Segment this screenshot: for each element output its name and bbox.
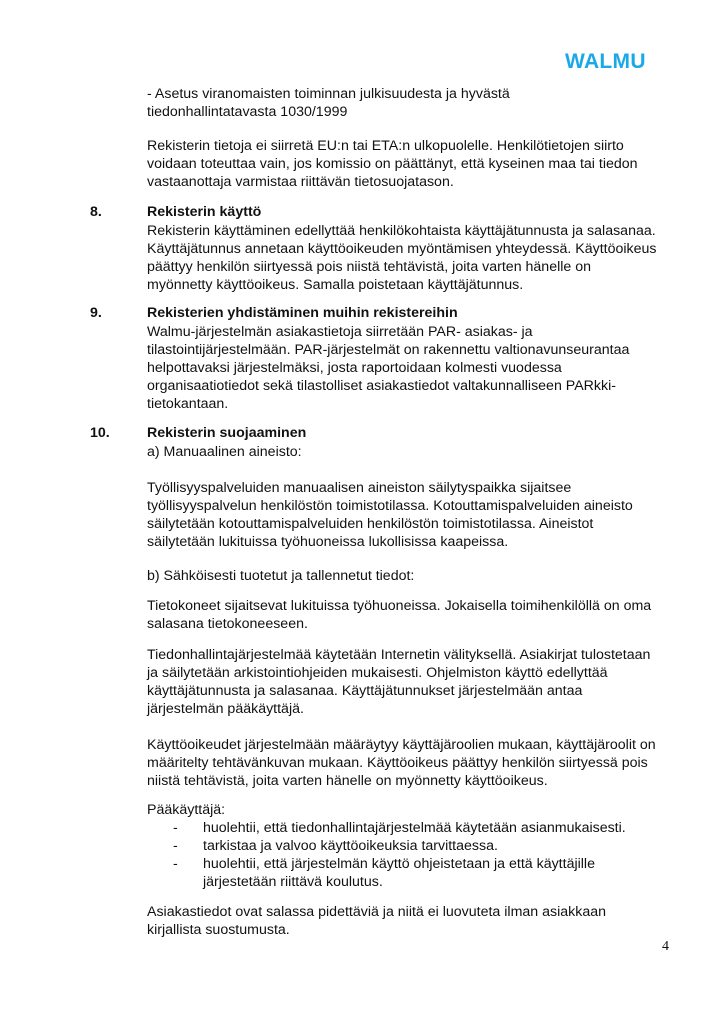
- text-line: kirjallista suostumusta.: [147, 922, 290, 938]
- confidentiality-paragraph: [147, 903, 687, 939]
- bullet-text: järjestetään riittävä koulutus.: [203, 874, 383, 890]
- text-line: Tietokoneet sijaitsevat lukituissa työhuoneissa. Jokaisella toimihenkilöllä on oma: [147, 598, 652, 614]
- text-line: salasana tietokoneeseen.: [147, 616, 308, 632]
- bullet-dash: -: [173, 820, 178, 836]
- walmu-logo: WALMU: [565, 50, 646, 73]
- data-transfer-paragraph: [147, 137, 687, 191]
- bullet-item-continuation: [147, 873, 687, 891]
- text-line: järjestelmän pääkäyttäjä.: [147, 701, 304, 717]
- section-9-title: Rekisterien yhdistäminen muihin rekistereihin: [147, 305, 458, 321]
- text-line: a) Manuaalinen aineisto:: [147, 444, 302, 460]
- law-reference-item: [147, 85, 687, 121]
- text-line: tietokantaan.: [147, 396, 229, 412]
- section-9-paragraph: [147, 323, 687, 413]
- text-line: työllisyyspalvelun henkilöstön toimistotilassa. Kotouttamispalveluiden aineisto: [147, 498, 633, 514]
- access-rights-paragraph: [147, 736, 687, 790]
- bullet-text: huolehtii, että tiedonhallintajärjestelmää käytetään asianmukaisesti.: [203, 820, 626, 836]
- text-line: tilastointijärjestelmään. PAR-järjestelmät on rakennettu valtionavunseurantaa: [147, 342, 630, 358]
- text-line: Käyttäjätunnus annetaan käyttöoikeuden myöntämisen yhteydessä. Käyttöoikeus: [147, 241, 657, 257]
- text-line: Käyttöoikeudet järjestelmään määräytyy käyttäjäroolien mukaan, käyttäjäroolit on: [147, 737, 656, 753]
- subsection-b-label: [147, 567, 687, 585]
- bullet-text: tarkistaa ja valvoo käyttöoikeuksia tarvittaessa.: [203, 838, 498, 854]
- text-line: vastaanottaja varmistaa riittävän tietosuojatason.: [147, 174, 454, 190]
- section-10-title: Rekisterin suojaaminen: [147, 425, 307, 441]
- text-line: organisaatiotiedot sekä tilastolliset asiakastiedot valtakunnalliseen PARkki-: [147, 378, 616, 394]
- bullet-item: [147, 837, 687, 855]
- admin-label: Pääkäyttäjä:: [147, 802, 226, 818]
- bullet-dash: -: [173, 838, 178, 854]
- text-line: tiedonhallintatavasta 1030/1999: [147, 104, 348, 120]
- bullet-item: [147, 819, 687, 837]
- text-line: Walmu-järjestelmän asiakastietoja siirretään PAR- asiakas- ja: [147, 324, 533, 340]
- text-line: säilytetään kotouttamispalveluiden henkilöstön toimistotilassa. Aineistot: [147, 516, 594, 532]
- text-line: voidaan toteuttaa vain, jos komissio on päättänyt, että kyseinen maa tai tiedon: [147, 156, 638, 172]
- text-line: käyttäjätunnusta ja salasanaa. Käyttäjätunnukset järjestelmään antaa: [147, 683, 583, 699]
- text-line: säilytetään lukituissa työhuoneissa lukollisissa kaapeissa.: [147, 534, 509, 550]
- text-line: Työllisyyspalveluiden manuaalisen aineiston säilytyspaikka sijaitsee: [147, 480, 572, 496]
- section-8-title: Rekisterin käyttö: [147, 204, 262, 220]
- bullet-item: [147, 855, 687, 873]
- text-line: b) Sähköisesti tuotetut ja tallennetut tiedot:: [147, 568, 415, 584]
- text-line: päättyy henkilön siirtyessä pois niistä tehtävistä, joita varten hänelle on: [147, 259, 592, 275]
- text-line: - Asetus viranomaisten toiminnan julkisuudesta ja hyvästä: [147, 86, 510, 102]
- text-line: ja säilytetään arkistointiohjeiden mukaisesti. Ohjelmiston käyttö edellyttää: [147, 665, 608, 681]
- text-line: niistä tehtävistä, joita varten hänelle on myönnetty käyttöoikeus.: [147, 773, 548, 789]
- subsection-a-label: [147, 443, 687, 461]
- system-usage-paragraph: [147, 646, 687, 718]
- section-10-number: 10.: [90, 425, 110, 441]
- text-line: Asiakastiedot ovat salassa pidettäviä ja niitä ei luovuteta ilman asiakkaan: [147, 904, 606, 920]
- section-9-number: 9.: [90, 305, 102, 321]
- section-8-number: 8.: [90, 204, 102, 220]
- text-line: helpottavaksi järjestelmäksi, josta raportoidaan kolmesti vuodessa: [147, 360, 562, 376]
- page-number: 4: [662, 939, 669, 954]
- text-line: Tiedonhallintajärjestelmää käytetään Internetin välityksellä. Asiakirjat tulostetaan: [147, 647, 651, 663]
- text-line: määritelty tehtävänkuvan mukaan. Käyttöoikeus päättyy henkilön siirtyessä pois: [147, 755, 648, 771]
- admin-responsibilities: [147, 801, 687, 891]
- text-line: Rekisterin tietoja ei siirretä EU:n tai ETA:n ulkopuolelle. Henkilötietojen siirto: [147, 138, 624, 154]
- section-8-paragraph: [147, 222, 687, 294]
- bullet-text: huolehtii, että järjestelmän käyttö ohjeistetaan ja että käyttäjille: [203, 856, 595, 872]
- computers-paragraph: [147, 597, 687, 633]
- text-line: myönnetty käyttöoikeus. Samalla poistetaan käyttäjätunnus.: [147, 277, 524, 293]
- bullet-dash: -: [173, 856, 178, 872]
- manual-material-paragraph: [147, 479, 687, 551]
- text-line: Rekisterin käyttäminen edellyttää henkilökohtaista käyttäjätunnusta ja salasanaa.: [147, 223, 656, 239]
